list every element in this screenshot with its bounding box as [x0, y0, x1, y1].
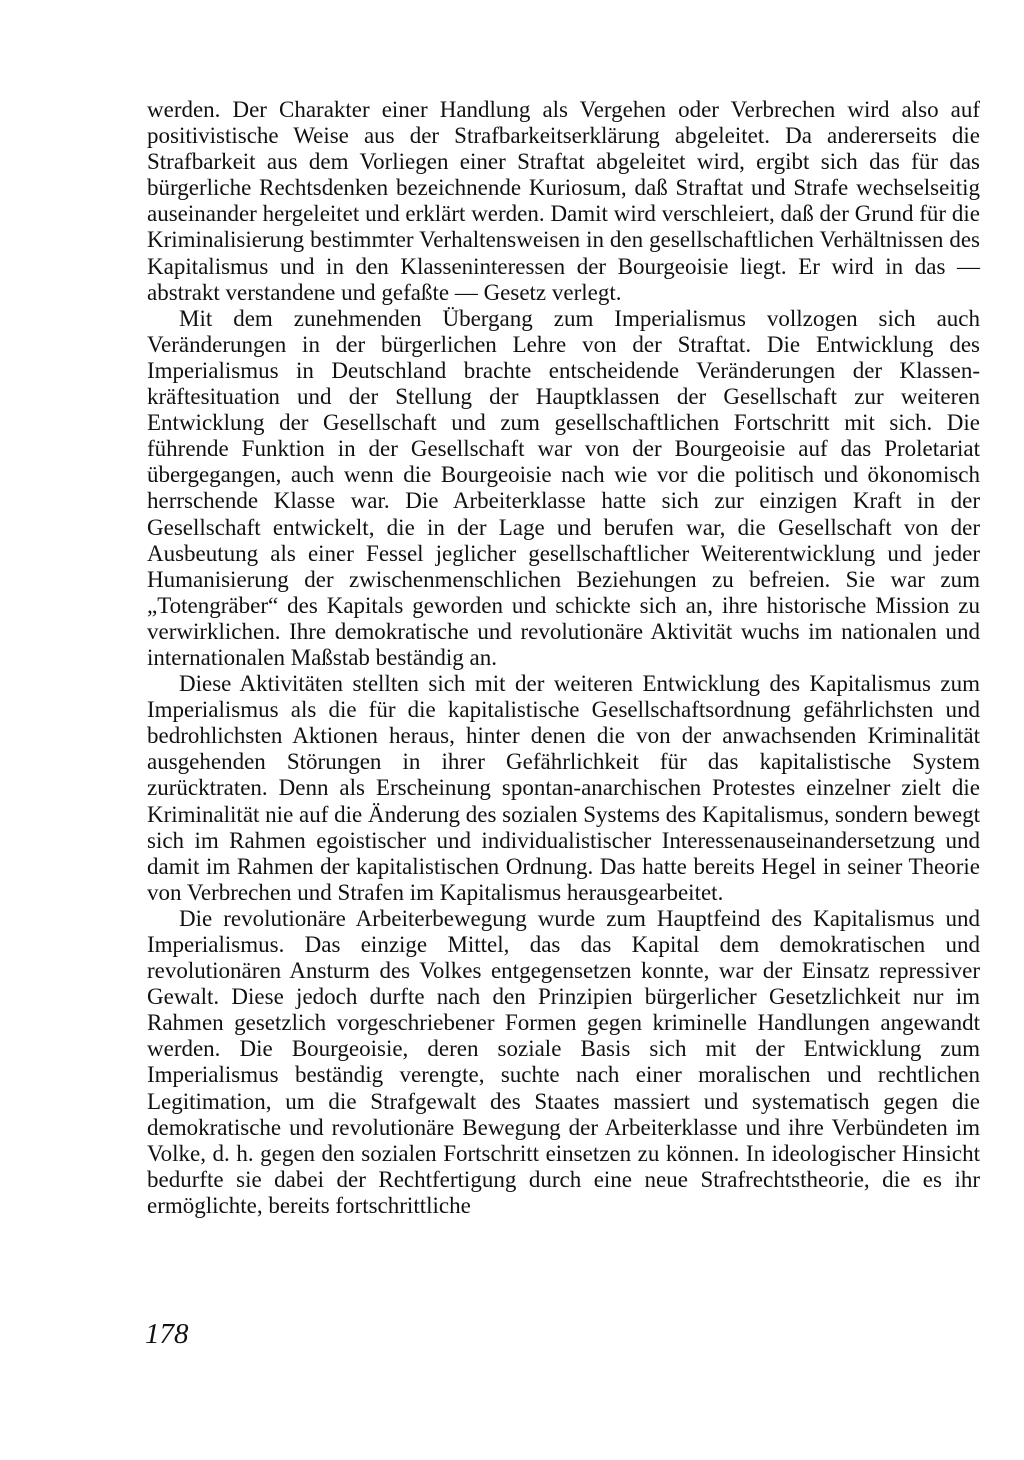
paragraph: Mit dem zunehmenden Übergang zum Imperialismus vollzogen sich auch Veränderungen in der bürgerlichen Lehre von der Straftat. Die Entwicklung des Imperialismus in Deutschland brachte entscheidende Veränderungen der Klassenkräftesituation und der Stellung der Hauptklassen der Gesellschaft zur weiteren Entwicklung der Gesellschaft und zum gesellschaftlichen Fortschritt mit sich. Die führende Funktion in der Gesellschaft war von der Bourgeoisie auf das Proletariat übergegangen, auch wenn die Bourgeoisie nach wie vor die politisch und ökonomisch herrschende Klasse war. Die Arbeiterklasse hatte sich zur einzigen Kraft in der Gesellschaft entwickelt, die in der Lage und berufen war, die Gesellschaft von der Ausbeutung als einer Fessel jeglicher gesellschaftlicher Weiterentwicklung und jeder Humanisierung der zwischenmenschlichen Beziehungen zu befreien. Sie war zum „Totengräber“ des Kapitals geworden und schickte sich an, ihre historische Mission zu verwirklichen. Ihre demokratische und revolutionäre Aktivität wuchs im nationalen und internationalen Maßstab beständig an. [147, 305, 980, 670]
page-number: 178 [145, 1318, 189, 1350]
paragraph: Diese Aktivitäten stellten sich mit der weiteren Entwicklung des Kapitalismus zum Imperialismus als die für die kapitalistische Gesellschaftsordnung gefährlichsten und bedrohlichsten Aktionen heraus, hinter denen die von der anwachsenden Kriminalität ausgehenden Störungen in ihrer Gefährlichkeit für das kapitalistische System zurücktraten. Denn als Erscheinung spontan-anarchischen Protestes einzelner zielt die Kriminalität nie auf die Änderung des sozialen Systems des Kapitalismus, sondern bewegt sich im Rahmen egoistischer und individualistischer Interessenauseinandersetzung und damit im Rahmen der kapitalistischen Ordnung. Das hatte bereits Hegel in seiner Theorie von Verbrechen und Strafen im Kapitalismus herausgearbeitet. [147, 671, 980, 905]
body-text [147, 97, 980, 1219]
paragraph-continuation: werden. Der Charakter einer Handlung als Vergehen oder Verbrechen wird also auf positivistische Weise aus der Strafbarkeitserklärung abgeleitet. Da andererseits die Strafbarkeit aus dem Vorliegen einer Straftat abgeleitet wird, ergibt sich das für das bürgerliche Rechtsdenken bezeichnende Kuriosum, daß Straftat und Strafe wechselseitig auseinander hergeleitet und erklärt werden. Damit wird verschleiert, daß der Grund für die Kriminalisierung bestimmter Verhaltensweisen in den gesellschaftlichen Verhältnissen des Kapitalismus und in den Klasseninteressen der Bourgeoisie liegt. Er wird in das — abstrakt verstandene und gefaßte — Gesetz verlegt. [147, 97, 980, 305]
paragraph: Die revolutionäre Arbeiterbewegung wurde zum Hauptfeind des Kapitalismus und Imperialismus. Das einzige Mittel, das das Kapital dem demokratischen und revolutionären Ansturm des Volkes entgegensetzen konnte, war der Einsatz repressiver Gewalt. Diese jedoch durfte nach den Prinzipien bürgerlicher Gesetzlichkeit nur im Rahmen gesetzlich vorgeschriebener Formen gegen kriminelle Handlungen angewandt werden. Die Bourgeoisie, deren soziale Basis sich mit der Entwicklung zum Imperialismus beständig verengte, suchte nach einer moralischen und rechtlichen Legitimation, um die Strafgewalt des Staates massiert und systematisch gegen die demokratische und revolutionäre Bewegung der Arbeiterklasse und ihre Verbündeten im Volke, d. h. gegen den sozialen Fortschritt einsetzen zu können. In ideologischer Hinsicht bedurfte sie dabei der Rechtfertigung durch eine neue Strafrechtstheorie, die es ihr ermöglichte, bereits fortschrittliche [147, 905, 980, 1218]
